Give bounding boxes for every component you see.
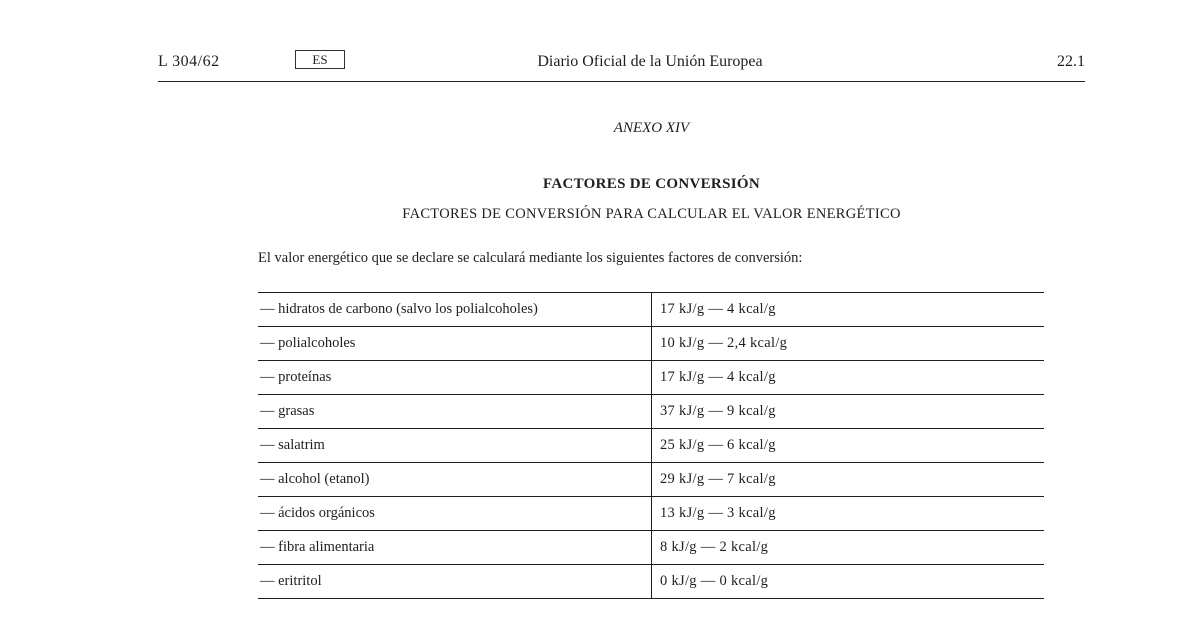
page-subtitle: FACTORES DE CONVERSIÓN PARA CALCULAR EL VALOR ENERGÉTICO bbox=[402, 206, 901, 222]
journal-title: Diario Oficial de la Unión Europea bbox=[537, 53, 763, 70]
substance-cell: — grasas bbox=[258, 395, 652, 429]
table-row bbox=[258, 361, 1044, 395]
page-title: FACTORES DE CONVERSIÓN bbox=[543, 176, 760, 192]
factor-cell: 10 kJ/g — 2,4 kcal/g bbox=[652, 327, 1045, 361]
substance-cell: — proteínas bbox=[258, 361, 652, 395]
table-row bbox=[258, 429, 1044, 463]
intro-paragraph: El valor energético que se declare se calculará mediante los siguientes factores de conversión: bbox=[258, 250, 803, 266]
substance-cell: — salatrim bbox=[258, 429, 652, 463]
table-row bbox=[258, 565, 1044, 599]
substance-cell: — polialcoholes bbox=[258, 327, 652, 361]
header-rule bbox=[158, 81, 1085, 82]
factor-cell: 17 kJ/g — 4 kcal/g bbox=[652, 361, 1045, 395]
factor-cell: 37 kJ/g — 9 kcal/g bbox=[652, 395, 1045, 429]
table-row bbox=[258, 463, 1044, 497]
factor-cell: 0 kJ/g — 0 kcal/g bbox=[652, 565, 1045, 599]
annex-label: ANEXO XIV bbox=[613, 120, 690, 136]
factor-cell: 13 kJ/g — 3 kcal/g bbox=[652, 497, 1045, 531]
conversion-factors-table bbox=[258, 292, 1044, 599]
table-row bbox=[258, 327, 1044, 361]
factor-cell: 8 kJ/g — 2 kcal/g bbox=[652, 531, 1045, 565]
substance-cell: — eritritol bbox=[258, 565, 652, 599]
table-row bbox=[258, 293, 1044, 327]
substance-cell: — fibra alimentaria bbox=[258, 531, 652, 565]
table-row bbox=[258, 531, 1044, 565]
factor-cell: 17 kJ/g — 4 kcal/g bbox=[652, 293, 1045, 327]
table-row bbox=[258, 497, 1044, 531]
factor-cell: 25 kJ/g — 6 kcal/g bbox=[652, 429, 1045, 463]
table-row bbox=[258, 395, 1044, 429]
journal-reference: L 304/62 bbox=[158, 53, 220, 70]
substance-cell: — ácidos orgánicos bbox=[258, 497, 652, 531]
factor-cell: 29 kJ/g — 7 kcal/g bbox=[652, 463, 1045, 497]
substance-cell: — alcohol (etanol) bbox=[258, 463, 652, 497]
language-badge: ES bbox=[295, 50, 345, 69]
publication-date: 22.1 bbox=[1057, 53, 1085, 70]
substance-cell: — hidratos de carbono (salvo los polialcoholes) bbox=[258, 293, 652, 327]
